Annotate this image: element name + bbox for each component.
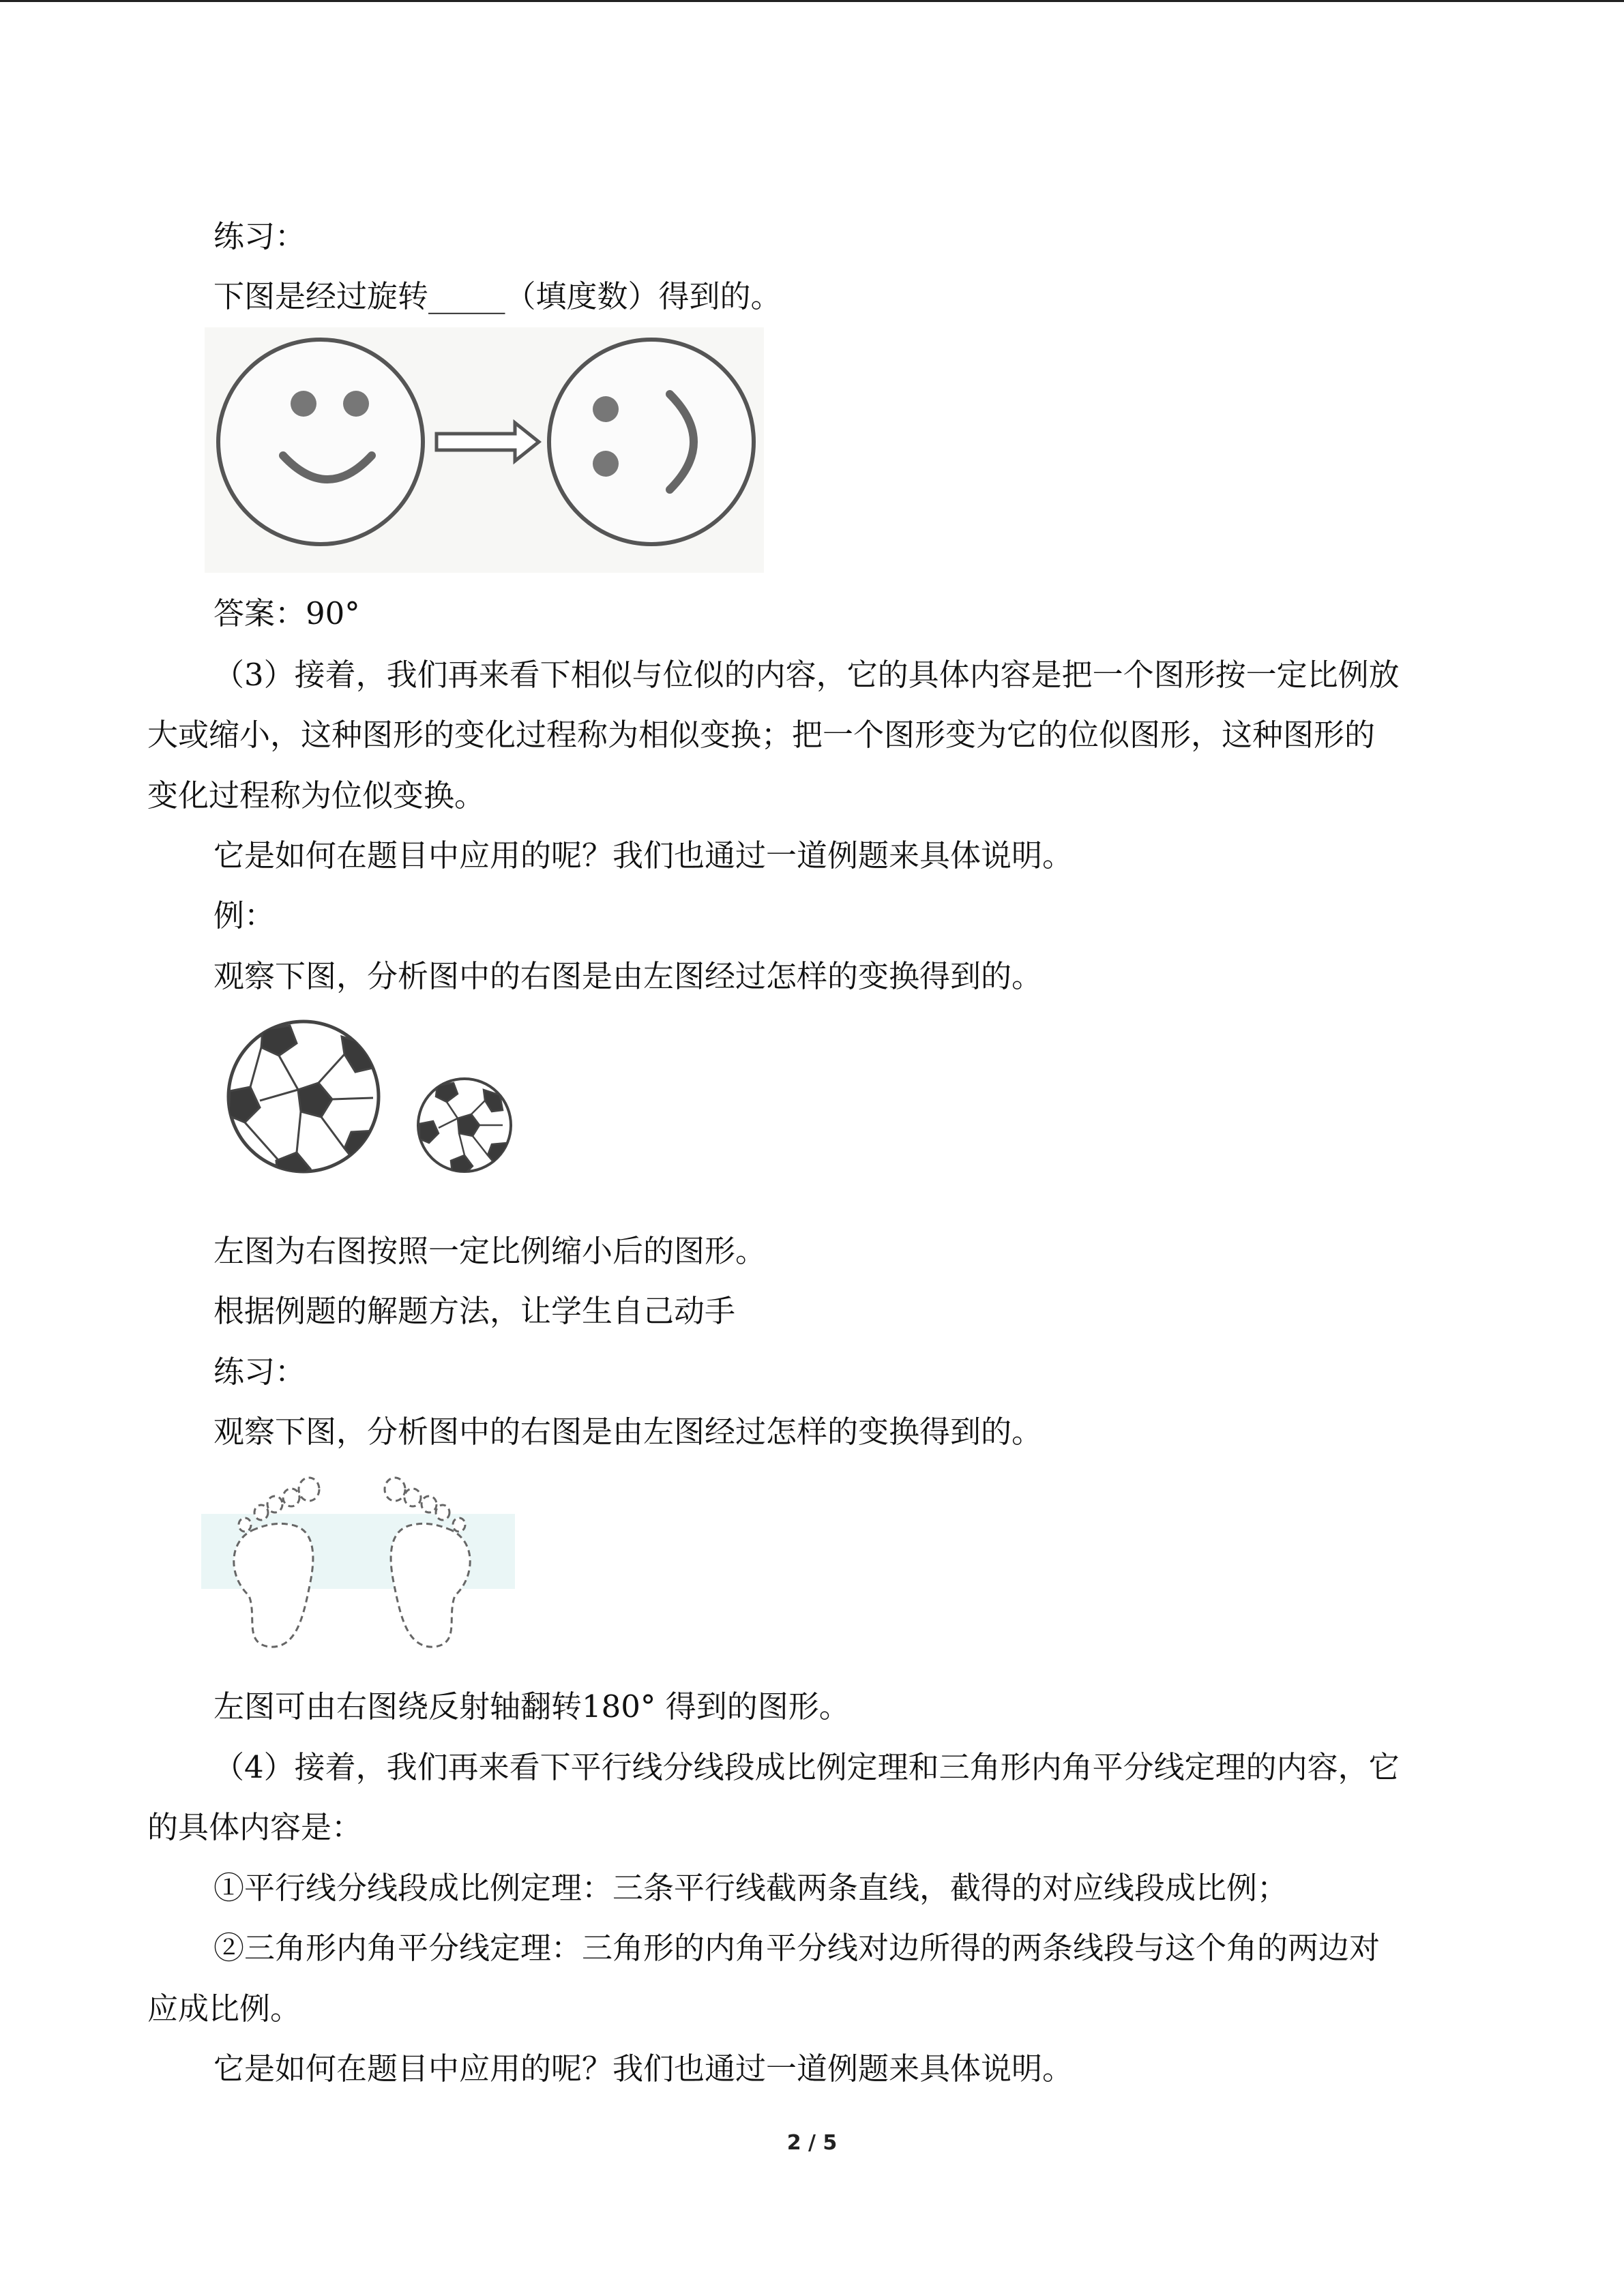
- page-number: 2 / 5: [786, 2131, 838, 2155]
- text-line: ②三角形内角平分线定理：三角形的内角平分线对边所得的两条线段与这个角的两边对: [213, 1930, 1381, 1966]
- text-line: 左图可由右图绕反射轴翻转180° 得到的图形。: [213, 1688, 850, 1725]
- text-line: 的具体内容是：: [147, 1809, 363, 1845]
- text-line: （4）接着，我们再来看下平行线分线段成比例定理和三角形内角平分线定理的内容，它: [213, 1749, 1400, 1785]
- text-line: 下图是经过旋转_____（填度数）得到的。: [213, 278, 782, 314]
- smiley-face-icon: [218, 340, 423, 544]
- text-line: ①平行线分线段成比例定理：三条平行线截两条直线，截得的对应线段成比例；: [213, 1870, 1288, 1906]
- soccer-balls-figure: [222, 1016, 522, 1180]
- text-line: 答案：90°: [213, 595, 360, 631]
- text-line: 观察下图，分析图中的右图是由左图经过怎样的变换得到的。: [213, 958, 1043, 994]
- text-line: 大或缩小，这种图形的变化过程称为相似变换；把一个图形变为它的位似图形，这种图形的: [147, 717, 1376, 753]
- text-line: 变化过程称为位似变换。: [147, 777, 486, 814]
- text-line: 左图为右图按照一定比例缩小后的图形。: [213, 1233, 767, 1269]
- left-footprint-icon: [234, 1478, 319, 1647]
- small-soccer-ball-icon: [418, 1079, 511, 1174]
- text-line: 练习：: [213, 1354, 306, 1390]
- text-line: 它是如何在题目中应用的呢？我们也通过一道例题来具体说明。: [213, 837, 1074, 874]
- text-line: 根据例题的解题方法，让学生自己动手: [213, 1293, 736, 1329]
- footprints-figure: [201, 1473, 515, 1650]
- text-line: 应成比例。: [147, 1991, 301, 2027]
- smiley-rotation-figure: [205, 327, 764, 573]
- text-line: （3）接着，我们再来看下相似与位似的内容，它的具体内容是把一个图形按一定比例放: [213, 657, 1400, 693]
- text-line: 它是如何在题目中应用的呢？我们也通过一道例题来具体说明。: [213, 2051, 1074, 2087]
- large-soccer-ball-icon: [228, 1022, 379, 1180]
- rotated-smiley-face-icon: [549, 340, 754, 544]
- text-line: 观察下图，分析图中的右图是由左图经过怎样的变换得到的。: [213, 1414, 1043, 1450]
- right-footprint-icon: [385, 1478, 470, 1647]
- top-border-line: [0, 0, 1624, 2]
- text-line: 练习：: [213, 218, 306, 254]
- text-line: 例：: [213, 897, 276, 934]
